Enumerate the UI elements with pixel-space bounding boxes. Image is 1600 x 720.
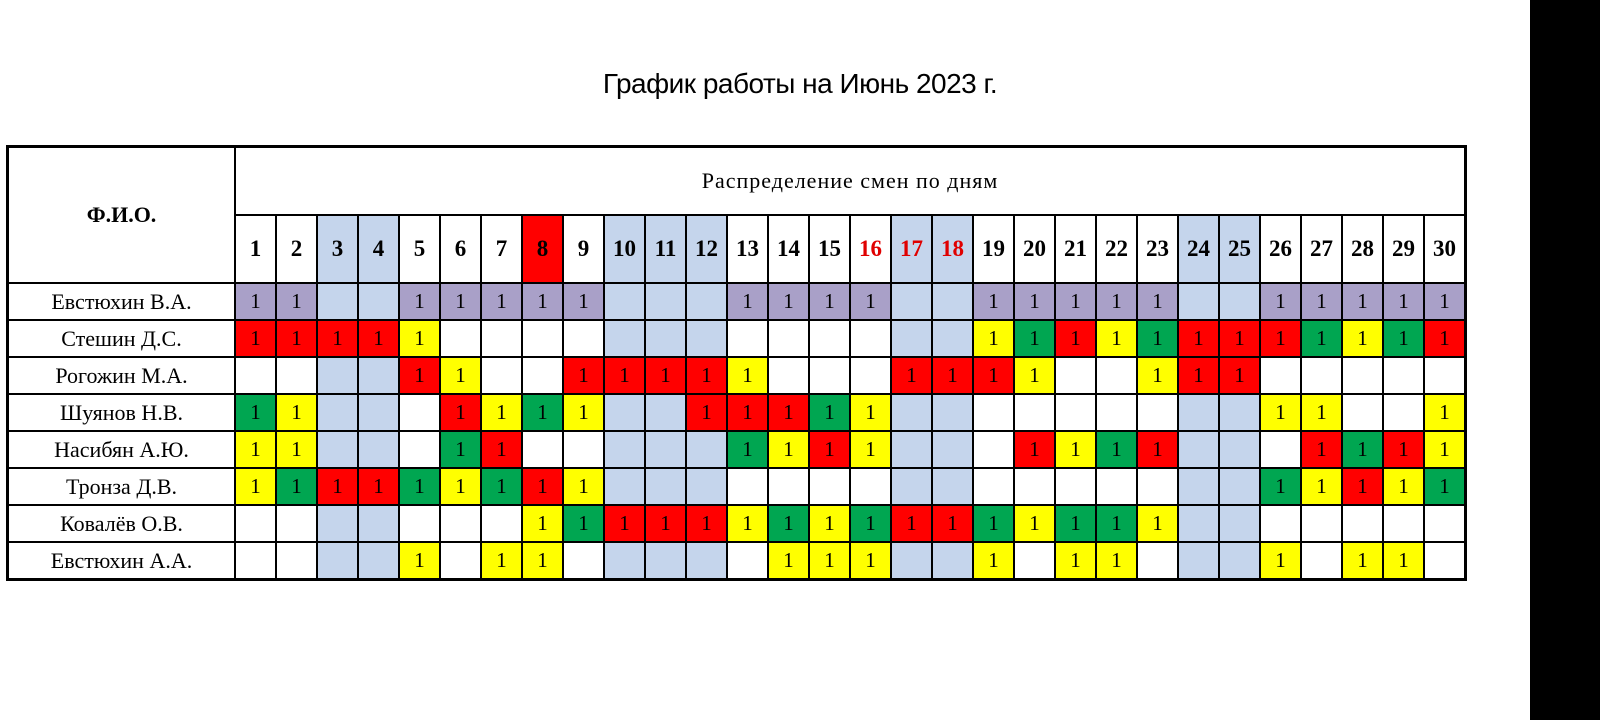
shift-cell: 1	[235, 283, 276, 320]
schedule-table	[6, 145, 1467, 581]
shift-cell: 1	[1424, 394, 1466, 431]
shift-cell: 1	[809, 394, 850, 431]
empty-cell	[1424, 505, 1466, 542]
shift-cell: 1	[522, 394, 563, 431]
shift-cell: 1	[235, 431, 276, 468]
shift-cell: 1	[891, 357, 932, 394]
shift-cell: 1	[768, 431, 809, 468]
employee-name: Ковалёв О.В.	[8, 505, 236, 542]
shift-cell: 1	[645, 357, 686, 394]
shift-cell: 1	[1137, 320, 1178, 357]
empty-cell	[932, 283, 973, 320]
empty-cell	[1178, 283, 1219, 320]
empty-cell	[1178, 505, 1219, 542]
empty-cell	[604, 542, 645, 580]
shift-cell: 1	[481, 283, 522, 320]
shift-cell: 1	[1383, 283, 1424, 320]
shift-cell: 1	[1055, 320, 1096, 357]
empty-cell	[727, 468, 768, 505]
shift-cell: 1	[1301, 431, 1342, 468]
empty-cell	[686, 320, 727, 357]
distribution-header: Распределение смен по дням	[235, 147, 1466, 216]
shift-cell: 1	[1383, 431, 1424, 468]
empty-cell	[399, 505, 440, 542]
employee-name: Тронза Д.В.	[8, 468, 236, 505]
table-row	[8, 505, 1466, 542]
shift-cell: 1	[850, 542, 891, 580]
empty-cell	[1260, 431, 1301, 468]
employee-name: Насибян А.Ю.	[8, 431, 236, 468]
day-header-cell: 7	[481, 215, 522, 283]
empty-cell	[1301, 542, 1342, 580]
shift-cell: 1	[399, 320, 440, 357]
shift-cell: 1	[1424, 468, 1466, 505]
empty-cell	[891, 283, 932, 320]
empty-cell	[768, 468, 809, 505]
shift-cell: 1	[1096, 542, 1137, 580]
empty-cell	[891, 431, 932, 468]
empty-cell	[645, 394, 686, 431]
empty-cell	[645, 468, 686, 505]
shift-cell: 1	[932, 357, 973, 394]
shift-cell: 1	[235, 468, 276, 505]
empty-cell	[399, 431, 440, 468]
shift-cell: 1	[1014, 283, 1055, 320]
empty-cell	[727, 320, 768, 357]
shift-cell: 1	[1219, 320, 1260, 357]
shift-cell: 1	[1424, 320, 1466, 357]
empty-cell	[358, 431, 399, 468]
employee-name: Шуянов Н.В.	[8, 394, 236, 431]
shift-cell: 1	[809, 431, 850, 468]
empty-cell	[1424, 542, 1466, 580]
shift-cell: 1	[563, 283, 604, 320]
table-row	[8, 283, 1466, 320]
shift-cell: 1	[1014, 320, 1055, 357]
shift-cell: 1	[973, 283, 1014, 320]
shift-cell: 1	[727, 394, 768, 431]
empty-cell	[1301, 357, 1342, 394]
empty-cell	[1260, 357, 1301, 394]
empty-cell	[932, 394, 973, 431]
shift-cell: 1	[358, 320, 399, 357]
empty-cell	[809, 468, 850, 505]
day-header-cell: 25	[1219, 215, 1260, 283]
empty-cell	[1137, 542, 1178, 580]
empty-cell	[973, 394, 1014, 431]
shift-cell: 1	[1424, 431, 1466, 468]
shift-cell: 1	[522, 283, 563, 320]
shift-cell: 1	[768, 283, 809, 320]
shift-cell: 1	[317, 468, 358, 505]
shift-cell: 1	[1178, 320, 1219, 357]
shift-cell: 1	[645, 505, 686, 542]
shift-cell: 1	[727, 505, 768, 542]
empty-cell	[235, 357, 276, 394]
empty-cell	[932, 542, 973, 580]
shift-cell: 1	[276, 468, 317, 505]
empty-cell	[276, 357, 317, 394]
empty-cell	[1055, 468, 1096, 505]
header-row	[8, 147, 1466, 216]
table-row	[8, 394, 1466, 431]
shift-cell: 1	[604, 357, 645, 394]
shift-cell: 1	[522, 542, 563, 580]
empty-cell	[850, 320, 891, 357]
shift-cell: 1	[891, 505, 932, 542]
empty-cell	[317, 283, 358, 320]
empty-cell	[686, 431, 727, 468]
shift-cell: 1	[440, 283, 481, 320]
shift-cell: 1	[399, 468, 440, 505]
empty-cell	[481, 505, 522, 542]
day-header-cell: 11	[645, 215, 686, 283]
day-header-cell: 22	[1096, 215, 1137, 283]
shift-cell: 1	[1301, 468, 1342, 505]
shift-cell: 1	[1342, 320, 1383, 357]
empty-cell	[686, 468, 727, 505]
shift-cell: 1	[399, 283, 440, 320]
shift-cell: 1	[809, 283, 850, 320]
empty-cell	[645, 542, 686, 580]
shift-cell: 1	[1055, 431, 1096, 468]
shift-cell: 1	[1014, 431, 1055, 468]
shift-cell: 1	[973, 357, 1014, 394]
empty-cell	[645, 283, 686, 320]
shift-cell: 1	[563, 468, 604, 505]
shift-cell: 1	[1260, 468, 1301, 505]
page-title: График работы на Июнь 2023 г.	[602, 68, 998, 99]
empty-cell	[891, 320, 932, 357]
shift-cell: 1	[1383, 542, 1424, 580]
shift-cell: 1	[1219, 357, 1260, 394]
shift-cell: 1	[481, 394, 522, 431]
shift-cell: 1	[481, 468, 522, 505]
shift-cell: 1	[522, 505, 563, 542]
empty-cell	[317, 505, 358, 542]
shift-cell: 1	[1096, 283, 1137, 320]
empty-cell	[891, 542, 932, 580]
table-row	[8, 468, 1466, 505]
day-header-cell: 18	[932, 215, 973, 283]
empty-cell	[1096, 357, 1137, 394]
empty-cell	[1342, 505, 1383, 542]
day-header-cell: 5	[399, 215, 440, 283]
shift-cell: 1	[850, 431, 891, 468]
table-row	[8, 431, 1466, 468]
shift-cell: 1	[1342, 542, 1383, 580]
empty-cell	[768, 357, 809, 394]
empty-cell	[645, 320, 686, 357]
empty-cell	[522, 357, 563, 394]
day-header-cell: 6	[440, 215, 481, 283]
day-header-cell: 4	[358, 215, 399, 283]
empty-cell	[1178, 431, 1219, 468]
shift-cell: 1	[727, 283, 768, 320]
empty-cell	[481, 320, 522, 357]
empty-cell	[235, 542, 276, 580]
employee-name: Евстюхин А.А.	[8, 542, 236, 580]
day-header-cell: 19	[973, 215, 1014, 283]
shift-cell: 1	[768, 542, 809, 580]
day-header-cell: 28	[1342, 215, 1383, 283]
empty-cell	[1383, 394, 1424, 431]
table-row	[8, 357, 1466, 394]
shift-cell: 1	[727, 357, 768, 394]
shift-cell: 1	[563, 394, 604, 431]
shift-cell: 1	[973, 320, 1014, 357]
shift-cell: 1	[481, 431, 522, 468]
shift-cell: 1	[1014, 505, 1055, 542]
shift-cell: 1	[481, 542, 522, 580]
shift-cell: 1	[522, 468, 563, 505]
shift-cell: 1	[1096, 431, 1137, 468]
shift-cell: 1	[1055, 505, 1096, 542]
empty-cell	[358, 542, 399, 580]
shift-cell: 1	[276, 320, 317, 357]
shift-cell: 1	[1137, 431, 1178, 468]
shift-cell: 1	[1301, 283, 1342, 320]
empty-cell	[563, 542, 604, 580]
empty-cell	[809, 357, 850, 394]
empty-cell	[1178, 542, 1219, 580]
empty-cell	[604, 394, 645, 431]
empty-cell	[1096, 468, 1137, 505]
empty-cell	[973, 468, 1014, 505]
day-header-cell: 17	[891, 215, 932, 283]
shift-cell: 1	[850, 394, 891, 431]
empty-cell	[563, 431, 604, 468]
shift-cell: 1	[276, 431, 317, 468]
empty-cell	[973, 431, 1014, 468]
shift-cell: 1	[973, 542, 1014, 580]
shift-cell: 1	[399, 542, 440, 580]
empty-cell	[399, 394, 440, 431]
empty-cell	[604, 283, 645, 320]
shift-cell: 1	[1096, 505, 1137, 542]
shift-cell: 1	[768, 505, 809, 542]
shift-cell: 1	[850, 505, 891, 542]
shift-cell: 1	[440, 468, 481, 505]
empty-cell	[686, 283, 727, 320]
empty-cell	[768, 320, 809, 357]
empty-cell	[1342, 357, 1383, 394]
shift-cell: 1	[686, 357, 727, 394]
empty-cell	[1219, 431, 1260, 468]
empty-cell	[440, 542, 481, 580]
shift-cell: 1	[563, 505, 604, 542]
employee-name: Стешин Д.С.	[8, 320, 236, 357]
day-header-cell: 13	[727, 215, 768, 283]
shift-cell: 1	[809, 542, 850, 580]
employee-name: Евстюхин В.А.	[8, 283, 236, 320]
shift-cell: 1	[1301, 394, 1342, 431]
empty-cell	[276, 505, 317, 542]
empty-cell	[522, 431, 563, 468]
empty-cell	[1383, 357, 1424, 394]
right-edge-bar	[1530, 0, 1600, 720]
day-header-cell: 30	[1424, 215, 1466, 283]
day-header-cell: 24	[1178, 215, 1219, 283]
empty-cell	[440, 505, 481, 542]
day-header-cell: 3	[317, 215, 358, 283]
employee-name: Рогожин М.А.	[8, 357, 236, 394]
shift-cell: 1	[932, 505, 973, 542]
empty-cell	[850, 468, 891, 505]
empty-cell	[1178, 468, 1219, 505]
empty-cell	[358, 283, 399, 320]
shift-cell: 1	[440, 394, 481, 431]
empty-cell	[891, 394, 932, 431]
shift-cell: 1	[850, 283, 891, 320]
empty-cell	[317, 394, 358, 431]
empty-cell	[1055, 394, 1096, 431]
shift-cell: 1	[358, 468, 399, 505]
empty-cell	[891, 468, 932, 505]
empty-cell	[604, 468, 645, 505]
day-header-cell: 2	[276, 215, 317, 283]
shift-cell: 1	[440, 357, 481, 394]
shift-cell: 1	[235, 394, 276, 431]
empty-cell	[1137, 394, 1178, 431]
day-header-cell: 16	[850, 215, 891, 283]
day-header-cell: 1	[235, 215, 276, 283]
empty-cell	[522, 320, 563, 357]
empty-cell	[317, 542, 358, 580]
shift-cell: 1	[1014, 357, 1055, 394]
empty-cell	[1383, 505, 1424, 542]
shift-cell: 1	[1342, 431, 1383, 468]
shift-cell: 1	[1055, 283, 1096, 320]
empty-cell	[235, 505, 276, 542]
day-header-cell: 8	[522, 215, 563, 283]
day-header-cell: 12	[686, 215, 727, 283]
day-header-cell: 27	[1301, 215, 1342, 283]
shift-cell: 1	[1260, 394, 1301, 431]
shift-cell: 1	[1260, 542, 1301, 580]
shift-cell: 1	[563, 357, 604, 394]
empty-cell	[1219, 542, 1260, 580]
shift-cell: 1	[1301, 320, 1342, 357]
empty-cell	[317, 357, 358, 394]
shift-cell: 1	[768, 394, 809, 431]
shift-cell: 1	[1383, 320, 1424, 357]
empty-cell	[932, 431, 973, 468]
empty-cell	[1424, 357, 1466, 394]
shift-cell: 1	[1342, 283, 1383, 320]
empty-cell	[440, 320, 481, 357]
empty-cell	[604, 320, 645, 357]
empty-cell	[317, 431, 358, 468]
empty-cell	[645, 431, 686, 468]
table-row	[8, 320, 1466, 357]
shift-cell: 1	[1260, 283, 1301, 320]
empty-cell	[686, 542, 727, 580]
empty-cell	[358, 505, 399, 542]
day-header-cell: 29	[1383, 215, 1424, 283]
empty-cell	[1014, 468, 1055, 505]
day-header-cell: 10	[604, 215, 645, 283]
shift-cell: 1	[1260, 320, 1301, 357]
shift-cell: 1	[1383, 468, 1424, 505]
empty-cell	[563, 320, 604, 357]
shift-cell: 1	[1137, 357, 1178, 394]
empty-cell	[1096, 394, 1137, 431]
day-header-cell: 26	[1260, 215, 1301, 283]
shift-cell: 1	[1096, 320, 1137, 357]
empty-cell	[1014, 394, 1055, 431]
empty-cell	[850, 357, 891, 394]
empty-cell	[276, 542, 317, 580]
shift-cell: 1	[1137, 283, 1178, 320]
empty-cell	[358, 357, 399, 394]
shift-cell: 1	[399, 357, 440, 394]
shift-cell: 1	[686, 505, 727, 542]
shift-cell: 1	[1424, 283, 1466, 320]
empty-cell	[1178, 394, 1219, 431]
empty-cell	[481, 357, 522, 394]
empty-cell	[604, 431, 645, 468]
day-header-cell: 14	[768, 215, 809, 283]
empty-cell	[1219, 394, 1260, 431]
day-header-cell: 23	[1137, 215, 1178, 283]
shift-cell: 1	[809, 505, 850, 542]
shift-cell: 1	[235, 320, 276, 357]
fio-header: Ф.И.О.	[8, 147, 236, 284]
empty-cell	[1301, 505, 1342, 542]
empty-cell	[1219, 283, 1260, 320]
shift-cell: 1	[973, 505, 1014, 542]
shift-cell: 1	[727, 431, 768, 468]
day-header-cell: 20	[1014, 215, 1055, 283]
shift-cell: 1	[276, 394, 317, 431]
empty-cell	[1342, 394, 1383, 431]
empty-cell	[1219, 468, 1260, 505]
empty-cell	[1137, 468, 1178, 505]
table-row	[8, 542, 1466, 580]
shift-cell: 1	[604, 505, 645, 542]
empty-cell	[1055, 357, 1096, 394]
day-header-cell: 9	[563, 215, 604, 283]
shift-cell: 1	[317, 320, 358, 357]
empty-cell	[1219, 505, 1260, 542]
shift-cell: 1	[1137, 505, 1178, 542]
shift-cell: 1	[276, 283, 317, 320]
empty-cell	[358, 394, 399, 431]
empty-cell	[1260, 505, 1301, 542]
shift-cell: 1	[1178, 357, 1219, 394]
empty-cell	[932, 468, 973, 505]
day-header-cell: 21	[1055, 215, 1096, 283]
shift-cell: 1	[440, 431, 481, 468]
empty-cell	[932, 320, 973, 357]
empty-cell	[1014, 542, 1055, 580]
empty-cell	[727, 542, 768, 580]
shift-cell: 1	[1342, 468, 1383, 505]
empty-cell	[809, 320, 850, 357]
shift-cell: 1	[1055, 542, 1096, 580]
day-header-cell: 15	[809, 215, 850, 283]
shift-cell: 1	[686, 394, 727, 431]
